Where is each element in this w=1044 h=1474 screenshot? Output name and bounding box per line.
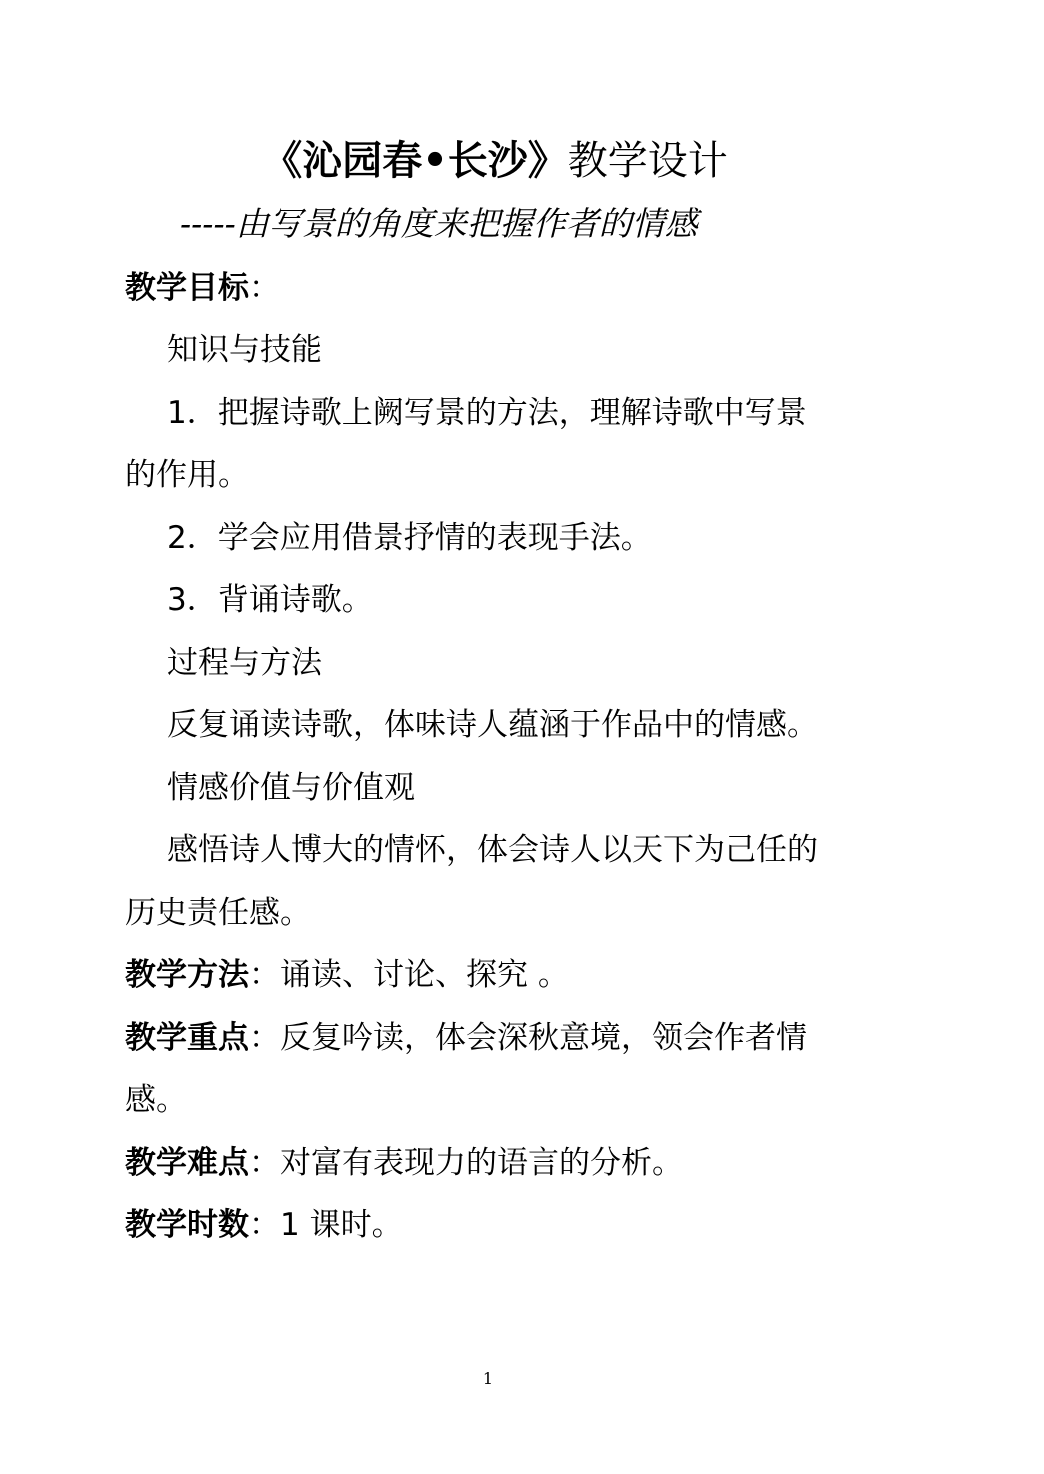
title-normal-part: 教学设计 [567,138,728,184]
objective-item-1-line-2: 的作用。 [125,457,249,493]
document-title [0,135,990,187]
hours-label: 教学时数 [125,1207,249,1243]
hours-text: ：1 课时。 [249,1207,403,1243]
focus-line-2: 感。 [125,1082,187,1118]
focus-text-1: ：反复吟读，体会深秋意境，领会作者情 [249,1020,807,1056]
method-text: ：诵读、讨论、探究 。 [249,957,569,993]
difficulty-text: ：对富有表现力的语言的分析。 [249,1145,683,1181]
emotion-line-2: 历史责任感。 [125,895,311,931]
focus-label: 教学重点 [125,1020,249,1056]
objectives-heading [125,266,280,310]
emotion-line-1: 感悟诗人博大的情怀，体会诗人以天下为己任的 [167,832,818,868]
document-subtitle: -----由写景的角度来把握作者的情感 [180,204,698,243]
focus-line-1 [125,1016,807,1060]
title-bold-part: 《沁园春•长沙》 [262,138,568,184]
emotion-heading: 情感价值与价值观 [167,770,415,806]
objectives-colon: ： [249,270,280,306]
method-line [125,953,569,997]
objective-item-3: 3．背诵诗歌。 [167,582,373,618]
difficulty-line [125,1141,683,1185]
difficulty-label: 教学难点 [125,1145,249,1181]
objective-item-1-line-1: 1．把握诗歌上阙写景的方法，理解诗歌中写景 [167,395,807,431]
process-heading: 过程与方法 [167,645,322,681]
hours-line [125,1203,403,1247]
process-text: 反复诵读诗歌，体味诗人蕴涵于作品中的情感。 [167,707,818,743]
knowledge-heading: 知识与技能 [167,332,322,368]
page-number: 1 [482,1369,494,1388]
objective-item-2: 2．学会应用借景抒情的表现手法。 [167,520,652,556]
objectives-label: 教学目标 [125,270,249,306]
method-label: 教学方法 [125,957,249,993]
